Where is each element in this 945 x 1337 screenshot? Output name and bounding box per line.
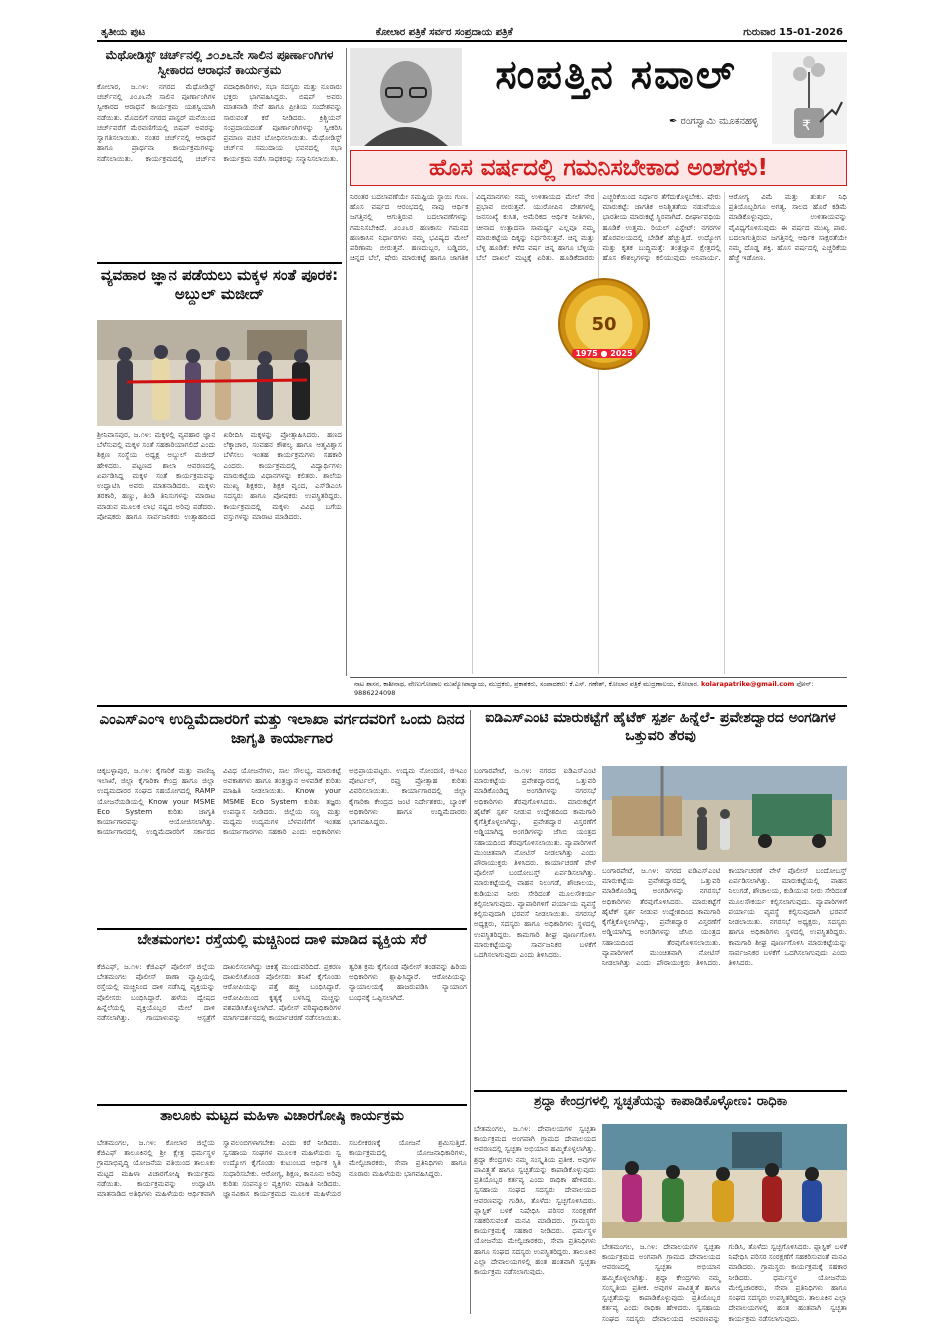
editorial-headline: ಹೊಸ ವರ್ಷದಲ್ಲಿ ಗಮನಿಸಬೇಕಾದ ಅಂಶಗಳು! (350, 150, 847, 186)
svg-text:₹: ₹ (802, 118, 811, 134)
imprint-footer (350, 677, 847, 703)
article-shraddha (474, 1094, 847, 1120)
article-body: ನಿರಂತರ ಬದಲಾವಣೆಯೇ ಸಮಷ್ಟಿಯ ಸ್ಥಾಯಿ ಗುಣ. ಹೊಸ ವರ್ಷದ ಆರಂಭದಲ್ಲಿ ನಾವು ಆರ್ಥಿಕ ಜಗತ್ತಿನಲ್ಲಿ ಆಗುತ್ತಿರುವ ಬದಲಾವಣೆಗಳನ್ನು ಗಮನಿಸಬೇಕಿದೆ. ೨೦೨೬ರ ಹಣಕಾಸು ಗಮನದ ಹಣಕಾಸಿನ ನಿರ್ಧಾರಗಳು ನಮ್ಮ ಭವಿಷ್ಯದ ಮೇಲೆ ಪರಿಣಾಮ ಬೀರುತ್ತವೆ. ಹಣದುಬ್ಬರ, ಬಡ್ಡಿದರ, ಚಿನ್ನದ ಬೆಲೆ, ಷೇರು ಮಾರುಕಟ್ಟೆ ಹಾಗೂ ಜಾಗತಿಕ ವಿದ್ಯಮಾನಗಳು ನಮ್ಮ ಉಳಿತಾಯದ ಮೇಲೆ ನೇರ ಪ್ರಭಾವ ಬೀರುತ್ತವೆ. ಯುರೋಪಿನ ದೇಶಗಳಲ್ಲಿ ಜನಸಂಖ್ಯೆ ಕುಸಿತ, ಅಮೆರಿಕದ ಆರ್ಥಿಕ ನೀತಿಗಳು, ಚೀನಾದ ಉತ್ಪಾದನಾ ಸಾಮರ್ಥ್ಯ ಎಲ್ಲವೂ ನಮ್ಮ ಮಾರುಕಟ್ಟೆಯ ದಿಕ್ಕನ್ನು ನಿರ್ಧರಿಸುತ್ತವೆ. ಚಿನ್ನ ಮತ್ತು ಬೆಳ್ಳಿ ಹೂಡಿಕೆ: ಕಳೆದ ವರ್ಷ ಚಿನ್ನ ಹಾಗೂ ಬೆಳ್ಳಿಯ ಬೆಲೆ ದಾಖಲೆ ಮಟ್ಟಕ್ಕೆ ಏರಿತು. ಹೂಡಿಕೆದಾರರು ಎಚ್ಚರಿಕೆಯಿಂದ ನಿರ್ಧಾರ ತೆಗೆದುಕೊಳ್ಳಬೇಕು. ಷೇರು ಮಾರುಕಟ್ಟೆ: ಜಾಗತಿಕ ಅನಿಶ್ಚಿತತೆಯ ನಡುವೆಯೂ ಭಾರತೀಯ ಮಾರುಕಟ್ಟೆ ಸ್ಥಿರವಾಗಿದೆ. ದೀರ್ಘಾವಧಿಯ ಹೂಡಿಕೆ ಉತ್ತಮ. ರಿಯಲ್ ಎಸ್ಟೇಟ್: ನಗರಗಳ ಹೊರವಲಯದಲ್ಲಿ ಬೇಡಿಕೆ ಹೆಚ್ಚುತ್ತಿದೆ. ಉದ್ಯೋಗ ಮತ್ತು ಕೃತಕ ಬುದ್ಧಿಮತ್ತೆ: ತಂತ್ರಜ್ಞಾನ ಕ್ಷೇತ್ರದಲ್ಲಿ ಹೊಸ ಕೌಶಲ್ಯಗಳನ್ನು ಕಲಿಯುವುದು ಅನಿವಾರ್ಯ. ಆರೋಗ್ಯ ವಿಮೆ ಮತ್ತು ತುರ್ತು ನಿಧಿ ಪ್ರತಿಯೊಬ್ಬರಿಗೂ ಅಗತ್ಯ. ಸಾಲದ ಹೊರೆ ಕಡಿಮೆ ಮಾಡಿಕೊಳ್ಳುವುದು, ಉಳಿತಾಯವನ್ನು ವೈವಿಧ್ಯಗೊಳಿಸುವುದು ಈ ವರ್ಷದ ಮುಖ್ಯ ಪಾಠ. ಬದಲಾಗುತ್ತಿರುವ ಜಗತ್ತಿನಲ್ಲಿ ಆರ್ಥಿಕ ಸಾಕ್ಷರತೆಯೇ ನಮ್ಮ ದೊಡ್ಡ ಶಕ್ತಿ. ಹೊಸ ವರ್ಷದಲ್ಲಿ ಎಚ್ಚರಿಕೆಯ ಹೆಜ್ಜೆ ಇಡೋಣ. (350, 192, 847, 263)
article-body: ಬೇತಮಂಗಲ, ಜ.೧೪: ದೇವಾಲಯಗಳ ಸ್ವಚ್ಛತಾ ಕಾರ್ಯಕ್ರಮದ ಅಂಗವಾಗಿ ಗ್ರಾಮದ ದೇವಾಲಯದ ಆವರಣದಲ್ಲಿ ಸ್ವಚ್ಛತಾ ಅಭಿಯಾನ ಹಮ್ಮಿಕೊಳ್ಳಲಾಗಿತ್ತು. ಶ್ರದ್ಧಾ ಕೇಂದ್ರಗಳು ನಮ್ಮ ಸಂಸ್ಕೃತಿಯ ಪ್ರತೀಕ. ಅವುಗಳ ಪಾವಿತ್ರ್ಯತೆ ಹಾಗೂ ಸ್ವಚ್ಛತೆಯನ್ನು ಕಾಪಾಡಿಕೊಳ್ಳುವುದು ಪ್ರತಿಯೊಬ್ಬರ ಕರ್ತವ್ಯ ಎಂದು ರಾಧಿಕಾ ಹೇಳಿದರು. ಸ್ವಸಹಾಯ ಸಂಘದ ಸದಸ್ಯರು ದೇವಾಲಯದ ಆವರಣವನ್ನು ಗುಡಿಸಿ, ತೊಳೆದು ಸ್ವಚ್ಛಗೊಳಿಸಿದರು. ಪ್ಲಾಸ್ಟಿಕ್ ಬಳಕೆ ನಿಷೇಧಿಸಿ ಪರಿಸರ ಸಂರಕ್ಷಣೆಗೆ ಸಹಕರಿಸುವಂತೆ ಮನವಿ ಮಾಡಿದರು. ಗ್ರಾಮಸ್ಥರು ಕಾರ್ಯಕ್ರಮಕ್ಕೆ ಸಹಕಾರ ನೀಡಿದರು. ಧರ್ಮಸ್ಥಳ ಯೋಜನೆಯ ಮೇಲ್ವಿಚಾರಕರು, ಸೇವಾ ಪ್ರತಿನಿಧಿಗಳು ಹಾಗೂ ಸಂಘದ ಸದಸ್ಯರು ಉಪಸ್ಥಿತರಿದ್ದರು. ತಾಲೂಕಿನ ಎಲ್ಲಾ ದೇವಾಲಯಗಳಲ್ಲಿ ಹಂತ ಹಂತವಾಗಿ ಸ್ವಚ್ಛತಾ ಕಾರ್ಯಕ್ರಮ ನಡೆಸಲಾಗುವುದು. (474, 1124, 596, 1277)
article-body: ಕೋಲಾರ, ಜ.೧೪: ನಗರದ ಮೆಥೋಡಿಸ್ಟ್ ಚರ್ಚ್‌ನಲ್ಲಿ ೨೦೨೬ನೇ ಸಾಲಿನ ಪೂರ್ಣಾಂಗಿಗಳ ಸ್ವೀಕಾರದ ಆರಾಧನೆ ಕಾರ್ಯಕ್ರಮ ಯಶಸ್ವಿಯಾಗಿ ನಡೆಯಿತು. ಮೊದಲಿಗೆ ನಗರದ ಪಾಸ್ಟರ್ ಮನೆಯಿಂದ ಚರ್ಚ್‌ವರೆಗೆ ಮೆರವಣಿಗೆಯಲ್ಲಿ ಬಿಷಪ್ ಅವರನ್ನು ಸ್ವಾಗತಿಸಲಾಯಿತು. ನಂತರ ಚರ್ಚ್‌ನಲ್ಲಿ ಆರಾಧನೆ ಹಾಗೂ ಪ್ರಾರ್ಥನಾ ಕಾರ್ಯಕ್ರಮಗಳನ್ನು ನಡೆಸಲಾಯಿತು. ಕಾರ್ಯಕ್ರಮದಲ್ಲಿ ಚರ್ಚ್‌ನ ಪದಾಧಿಕಾರಿಗಳು, ಸಭಾ ಸದಸ್ಯರು ಮತ್ತು ನೂರಾರು ಭಕ್ತರು ಭಾಗವಹಿಸಿದ್ದರು. ಬಿಷಪ್ ಅವರು ಮಾತನಾಡಿ ಸೇವೆ ಹಾಗೂ ಪ್ರೀತಿಯ ಸಂದೇಶವನ್ನು ಸಾರುವಂತೆ ಕರೆ ನೀಡಿದರು. ಕ್ರಿಶ್ಚಿಯನ್ ಸಂಪ್ರದಾಯದಂತೆ ಪೂರ್ಣಾಂಗಿಗಳನ್ನು ಸ್ವೀಕರಿಸಿ ಪ್ರಮಾಣ ವಚನ ಬೋಧಿಸಲಾಯಿತು. ಮೆಥೋಡಿಸ್ಟ್ ಚರ್ಚ್‌ನ ಸಮುದಾಯ ಭವನದಲ್ಲಿ ಸಭಾ ಕಾರ್ಯಕ್ರಮ ನಡೆಸಿ ಸಾಧಕರನ್ನು ಸನ್ಮಾನಿಸಲಾಯಿತು. (97, 82, 342, 163)
divider (97, 1104, 467, 1106)
article-hightech (474, 710, 847, 762)
pen-icon: ✒ (668, 116, 681, 127)
article-body: ಬಂಗಾರಪೇಟೆ, ಜ.೧೪: ನಗರದ ಐಡಿಎಸ್‌ಎಂಟಿ ಮಾರುಕಟ್ಟೆಯ ಪ್ರವೇಶದ್ವಾರದಲ್ಲಿ ಒತ್ತುವರಿ ಮಾಡಿಕೊಂಡಿದ್ದ ಅಂಗಡಿಗಳನ್ನು ನಗರಸಭೆ ಅಧಿಕಾರಿಗಳು ತೆರವುಗೊಳಿಸಿದರು. ಮಾರುಕಟ್ಟೆಗೆ ಹೈಟೆಕ್ ಸ್ಪರ್ಶ ನೀಡುವ ಉದ್ದೇಶದಿಂದ ಕಾಮಗಾರಿ ಕೈಗೆತ್ತಿಕೊಳ್ಳಲಾಗಿದ್ದು, ಪ್ರವೇಶದ್ವಾರ ವಿಸ್ತರಣೆಗೆ ಅಡ್ಡಿಯಾಗಿದ್ದ ಅಂಗಡಿಗಳನ್ನು ಜೆಸಿಬಿ ಯಂತ್ರದ ಸಹಾಯದಿಂದ ತೆರವುಗೊಳಿಸಲಾಯಿತು. ವ್ಯಾಪಾರಿಗಳಿಗೆ ಮುಂಚಿತವಾಗಿ ನೋಟಿಸ್ ನೀಡಲಾಗಿತ್ತು ಎಂದು ಪೌರಾಯುಕ್ತರು ತಿಳಿಸಿದರು. ಕಾರ್ಯಾಚರಣೆ ವೇಳೆ ಪೊಲೀಸ್ ಬಂದೋಬಸ್ತ್ ಏರ್ಪಡಿಸಲಾಗಿತ್ತು. ಮಾರುಕಟ್ಟೆಯಲ್ಲಿ ವಾಹನ ನಿಲುಗಡೆ, ಶೌಚಾಲಯ, ಕುಡಿಯುವ ನೀರು ಸೇರಿದಂತೆ ಮೂಲಸೌಕರ್ಯ ಕಲ್ಪಿಸಲಾಗುವುದು. ವ್ಯಾಪಾರಿಗಳಿಗೆ ಪರ್ಯಾಯ ವ್ಯವಸ್ಥೆ ಕಲ್ಪಿಸುವುದಾಗಿ ಭರವಸೆ ನೀಡಲಾಯಿತು. ನಗರಸಭೆ ಅಧ್ಯಕ್ಷರು, ಸದಸ್ಯರು ಹಾಗೂ ಅಧಿಕಾರಿಗಳು ಸ್ಥಳದಲ್ಲಿ ಉಪಸ್ಥಿತರಿದ್ದರು. ಕಾಮಗಾರಿ ಶೀಘ್ರ ಪೂರ್ಣಗೊಳಿಸಿ ಮಾರುಕಟ್ಟೆಯನ್ನು ಸಾರ್ವಜನಿಕರ ಬಳಕೆಗೆ ಒದಗಿಸಲಾಗುವುದು ಎಂದು ತಿಳಿಸಿದರು. (474, 766, 596, 959)
article-bethamangala-body (97, 962, 467, 1100)
article-body: ಚಿಕ್ಕಬಳ್ಳಾಪುರ, ಜ.೧೪: ಕೈಗಾರಿಕೆ ಮತ್ತು ವಾಣಿಜ್ಯ ಇಲಾಖೆ, ಜಿಲ್ಲಾ ಕೈಗಾರಿಕಾ ಕೇಂದ್ರ ಹಾಗೂ ಜಿಲ್ಲಾ ಉದ್ಯಮದಾರರ ಸಂಘದ ಸಹಯೋಗದಲ್ಲಿ RAMP ಯೋಜನೆಯಡಿಯಲ್ಲಿ Know your MSME Eco System ಕುರಿತು ಜಾಗೃತಿ ಕಾರ್ಯಾಗಾರವನ್ನು ಆಯೋಜಿಸಲಾಗಿತ್ತು. ಕಾರ್ಯಾಗಾರದಲ್ಲಿ ಉದ್ದಿಮೆದಾರರಿಗೆ ಸರ್ಕಾರದ ವಿವಿಧ ಯೋಜನೆಗಳು, ಸಾಲ ಸೌಲಭ್ಯ, ಮಾರುಕಟ್ಟೆ ಅವಕಾಶಗಳು ಹಾಗೂ ತಂತ್ರಜ್ಞಾನ ಅಳವಡಿಕೆ ಕುರಿತು ಮಾಹಿತಿ ನೀಡಲಾಯಿತು. Know your MSME Eco System ಕುರಿತು ತಜ್ಞರು ಉಪನ್ಯಾಸ ನೀಡಿದರು. ಜಿಲ್ಲೆಯ ಸಣ್ಣ ಮತ್ತು ಮಧ್ಯಮ ಉದ್ಯಮಗಳ ಬೆಳವಣಿಗೆಗೆ ಇಂತಹ ಕಾರ್ಯಾಗಾರಗಳು ಸಹಕಾರಿ ಎಂದು ಅಧಿಕಾರಿಗಳು ಅಭಿಪ್ರಾಯಪಟ್ಟರು. ಉದ್ಯಮ ನೋಂದಣಿ, ಜಿಇಎಂ ಪೋರ್ಟಲ್, ರಫ್ತು ಪ್ರೋತ್ಸಾಹ ಕುರಿತು ವಿವರಿಸಲಾಯಿತು. ಕಾರ್ಯಾಗಾರದಲ್ಲಿ ಜಿಲ್ಲಾ ಕೈಗಾರಿಕಾ ಕೇಂದ್ರದ ಜಂಟಿ ನಿರ್ದೇಶಕರು, ಬ್ಯಾಂಕ್ ಅಧಿಕಾರಿಗಳು ಹಾಗೂ ಉದ್ದಿಮೆದಾರರು ಭಾಗವಹಿಸಿದ್ದರು. (97, 766, 467, 837)
column-banner (466, 52, 766, 146)
column-title: ಸಂಪತ್ತಿನ ಸವಾಲ್ (495, 52, 737, 98)
issue-date: ಗುರುವಾರ 15-01-2026 (743, 26, 843, 38)
column-author (466, 116, 766, 127)
author-name: ರಂಗಸ್ವಾಮಿ ಮೂಕನಹಳ್ಳಿ (680, 116, 758, 127)
anniversary-years: 1975 ● 2025 (572, 349, 635, 358)
photo-santhe-ribbon-cutting (97, 320, 342, 426)
article-mahila (97, 1108, 467, 1134)
article-body: ಕೆಜಿಎಫ್, ಜ.೧೪: ಕೆಜಿಎಫ್ ಪೊಲೀಸ್ ಜಿಲ್ಲೆಯ ಬೇತಮಂಗಲ ಪೊಲೀಸ್ ಠಾಣಾ ವ್ಯಾಪ್ತಿಯಲ್ಲಿ ರಸ್ತೆಯಲ್ಲಿ ಮಚ್ಚಿನಿಂದ ದಾಳಿ ನಡೆಸಿದ್ದ ವ್ಯಕ್ತಿಯನ್ನು ಪೊಲೀಸರು ಬಂಧಿಸಿದ್ದಾರೆ. ಹಳೆಯ ದ್ವೇಷದ ಹಿನ್ನೆಲೆಯಲ್ಲಿ ವ್ಯಕ್ತಿಯೊಬ್ಬರ ಮೇಲೆ ದಾಳಿ ನಡೆಸಲಾಗಿತ್ತು. ಗಾಯಾಳುವನ್ನು ಆಸ್ಪತ್ರೆಗೆ ದಾಖಲಿಸಲಾಗಿದ್ದು ಚಿಕಿತ್ಸೆ ಮುಂದುವರಿದಿದೆ. ಪ್ರಕರಣ ದಾಖಲಿಸಿಕೊಂಡ ಪೊಲೀಸರು ತನಿಖೆ ಕೈಗೊಂಡು ಆರೋಪಿಯನ್ನು ಪತ್ತೆ ಹಚ್ಚಿ ಬಂಧಿಸಿದ್ದಾರೆ. ಆರೋಪಿಯಿಂದ ಕೃತ್ಯಕ್ಕೆ ಬಳಸಿದ್ದ ಮಚ್ಚನ್ನು ವಶಪಡಿಸಿಕೊಳ್ಳಲಾಗಿದೆ. ಪೊಲೀಸ್ ವರಿಷ್ಠಾಧಿಕಾರಿಗಳ ಮಾರ್ಗದರ್ಶನದಲ್ಲಿ ಕಾರ್ಯಾಚರಣೆ ನಡೆಸಲಾಯಿತು. ತ್ವರಿತ ಕ್ರಮ ಕೈಗೊಂಡ ಪೊಲೀಸ್ ತಂಡವನ್ನು ಹಿರಿಯ ಅಧಿಕಾರಿಗಳು ಶ್ಲಾಘಿಸಿದ್ದಾರೆ. ಆರೋಪಿಯನ್ನು ನ್ಯಾಯಾಲಯಕ್ಕೆ ಹಾಜರುಪಡಿಸಿ ನ್ಯಾಯಾಂಗ ಬಂಧನಕ್ಕೆ ಒಪ್ಪಿಸಲಾಗಿದೆ. (97, 962, 467, 1023)
article-msme (97, 710, 467, 762)
page-label: ತೃತೀಯ ಪುಟ (101, 26, 146, 38)
headline: ತಾಲೂಕು ಮಟ್ಟದ ಮಹಿಳಾ ವಿಚಾರಗೋಷ್ಠಿ ಕಾರ್ಯಕ್ರಮ (160, 1108, 404, 1124)
headline: ಎಂಎಸ್‌ಎಂಇ ಉದ್ದಿಮೆದಾರರಿಗೆ ಮತ್ತು ಇಲಾಖಾ ವರ್ಗದವರಿಗೆ ಒಂದು ದಿನದ ಜಾಗೃತಿ ಕಾರ್ಯಾಗಾರ (99, 710, 465, 747)
section-divider (97, 705, 847, 707)
article-mahila-body (97, 1138, 467, 1314)
imprint-text: ನಾಟ ಶಾಸನ, ಕಾಶೀನಾಥ, ವೇಣುಗೋಪಾಲ ಮುಖ್ಯೋಪಾಧ್ಯಾಯ, ಮುದ್ರಕರು, ಪ್ರಕಾಶಕರು, ಸಂಪಾದಕರು: ಕೆ.ಎಸ್. ಗಣೇಶ್, ಕೋಲಾರ ಪತ್ರಿಕೆ ಮುದ್ರಣಾಲಯ, ಕೋಲಾರ. (354, 680, 699, 688)
headline: ಐಡಿಎಸ್‌ಎಂಟಿ ಮಾರುಕಟ್ಟೆಗೆ ಹೈಟೆಕ್ ಸ್ಪರ್ಶ ಹಿನ್ನೆಲೆ- ಪ್ರವೇಶದ್ವಾರದ ಅಂಗಡಿಗಳ ಒತ್ತುವರಿ ತೆರವು (485, 710, 836, 744)
article-hightech-body-b (602, 866, 847, 1024)
divider (474, 1090, 847, 1092)
article-body: ಶ್ರೀನಿವಾಸಪುರ, ಜ.೧೪: ಮಕ್ಕಳಲ್ಲಿ ವ್ಯವಹಾರ ಜ್ಞಾನ ಬೆಳೆಸುವಲ್ಲಿ ಮಕ್ಕಳ ಸಂತೆ ಸಹಕಾರಿಯಾಗಲಿದೆ ಎಂದು ಶಿಕ್ಷಣ ಸಂಸ್ಥೆಯ ಅಧ್ಯಕ್ಷ ಅಬ್ದುಲ್ ಮಜೀದ್ ಹೇಳಿದರು. ಪಟ್ಟಣದ ಶಾಲಾ ಆವರಣದಲ್ಲಿ ಏರ್ಪಡಿಸಿದ್ದ ಮಕ್ಕಳ ಸಂತೆ ಕಾರ್ಯಕ್ರಮವನ್ನು ಉದ್ಘಾಟಿಸಿ ಅವರು ಮಾತನಾಡಿದರು. ಮಕ್ಕಳು ತರಕಾರಿ, ಹಣ್ಣು, ತಿಂಡಿ ತಿನಿಸುಗಳನ್ನು ಮಾರಾಟ ಮಾಡುವ ಮೂಲಕ ಲಾಭ ನಷ್ಟದ ಅರಿವು ಪಡೆದರು. ಪೋಷಕರು ಹಾಗೂ ಸಾರ್ವಜನಿಕರು ಉತ್ಸಾಹದಿಂದ ಖರೀದಿಸಿ ಮಕ್ಕಳನ್ನು ಪ್ರೋತ್ಸಾಹಿಸಿದರು. ಹಣದ ಲೆಕ್ಕಾಚಾರ, ಸಂವಹನ ಕೌಶಲ್ಯ ಹಾಗೂ ಆತ್ಮವಿಶ್ವಾಸ ಬೆಳೆಸಲು ಇಂತಹ ಕಾರ್ಯಕ್ರಮಗಳು ಸಹಕಾರಿ ಎಂದರು. ಕಾರ್ಯಕ್ರಮದಲ್ಲಿ ವಿದ್ಯಾರ್ಥಿಗಳು ಮಾರುಕಟ್ಟೆಯ ವಿಧಾನಗಳನ್ನು ಕಲಿತರು. ಶಾಲೆಯ ಮುಖ್ಯ ಶಿಕ್ಷಕರು, ಶಿಕ್ಷಕ ವೃಂದ, ಎಸ್‌ಡಿಎಂಸಿ ಸದಸ್ಯರು ಹಾಗೂ ಪೋಷಕರು ಉಪಸ್ಥಿತರಿದ್ದರು. ಕಾರ್ಯಕ್ರಮದಲ್ಲಿ ಮಕ್ಕಳು ವಿವಿಧ ಬಗೆಯ ವಸ್ತುಗಳನ್ನು ಮಾರಾಟ ಮಾಡಿದರು. (97, 430, 342, 521)
article-body: ಬಂಗಾರಪೇಟೆ, ಜ.೧೪: ನಗರದ ಐಡಿಎಸ್‌ಎಂಟಿ ಮಾರುಕಟ್ಟೆಯ ಪ್ರವೇಶದ್ವಾರದಲ್ಲಿ ಒತ್ತುವರಿ ಮಾಡಿಕೊಂಡಿದ್ದ ಅಂಗಡಿಗಳನ್ನು ನಗರಸಭೆ ಅಧಿಕಾರಿಗಳು ತೆರವುಗೊಳಿಸಿದರು. ಮಾರುಕಟ್ಟೆಗೆ ಹೈಟೆಕ್ ಸ್ಪರ್ಶ ನೀಡುವ ಉದ್ದೇಶದಿಂದ ಕಾಮಗಾರಿ ಕೈಗೆತ್ತಿಕೊಳ್ಳಲಾಗಿದ್ದು, ಪ್ರವೇಶದ್ವಾರ ವಿಸ್ತರಣೆಗೆ ಅಡ್ಡಿಯಾಗಿದ್ದ ಅಂಗಡಿಗಳನ್ನು ಜೆಸಿಬಿ ಯಂತ್ರದ ಸಹಾಯದಿಂದ ತೆರವುಗೊಳಿಸಲಾಯಿತು. ವ್ಯಾಪಾರಿಗಳಿಗೆ ಮುಂಚಿತವಾಗಿ ನೋಟಿಸ್ ನೀಡಲಾಗಿತ್ತು ಎಂದು ಪೌರಾಯುಕ್ತರು ತಿಳಿಸಿದರು. ಕಾರ್ಯಾಚರಣೆ ವೇಳೆ ಪೊಲೀಸ್ ಬಂದೋಬಸ್ತ್ ಏರ್ಪಡಿಸಲಾಗಿತ್ತು. ಮಾರುಕಟ್ಟೆಯಲ್ಲಿ ವಾಹನ ನಿಲುಗಡೆ, ಶೌಚಾಲಯ, ಕುಡಿಯುವ ನೀರು ಸೇರಿದಂತೆ ಮೂಲಸೌಕರ್ಯ ಕಲ್ಪಿಸಲಾಗುವುದು. ವ್ಯಾಪಾರಿಗಳಿಗೆ ಪರ್ಯಾಯ ವ್ಯವಸ್ಥೆ ಕಲ್ಪಿಸುವುದಾಗಿ ಭರವಸೆ ನೀಡಲಾಯಿತು. ನಗರಸಭೆ ಅಧ್ಯಕ್ಷರು, ಸದಸ್ಯರು ಹಾಗೂ ಅಧಿಕಾರಿಗಳು ಸ್ಥಳದಲ್ಲಿ ಉಪಸ್ಥಿತರಿದ್ದರು. ಕಾಮಗಾರಿ ಶೀಘ್ರ ಪೂರ್ಣಗೊಳಿಸಿ ಮಾರುಕಟ್ಟೆಯನ್ನು ಸಾರ್ವಜನಿಕರ ಬಳಕೆಗೆ ಒದಗಿಸಲಾಗುವುದು ಎಂದು ತಿಳಿಸಿದರು. (602, 866, 848, 967)
author-portrait (350, 48, 462, 146)
headline: ಬೇತಮಂಗಲ: ರಸ್ತೆಯಲ್ಲಿ ಮಚ್ಚಿನಿಂದ ದಾಳಿ ಮಾಡಿದ ವ್ಯಕ್ತಿಯ ಸೆರೆ (137, 932, 427, 948)
divider (97, 262, 342, 264)
imprint-email: kolarapatrike@gmail.com (701, 680, 795, 688)
headline: ಶ್ರದ್ಧಾ ಕೇಂದ್ರಗಳಲ್ಲಿ ಸ್ವಚ್ಛತೆಯನ್ನು ಕಾಪಾಡಿಕೊಳ್ಳೋಣ: ರಾಧಿಕಾ (533, 1094, 788, 1109)
article-body: ಬೇತಮಂಗಲ, ಜ.೧೪: ದೇವಾಲಯಗಳ ಸ್ವಚ್ಛತಾ ಕಾರ್ಯಕ್ರಮದ ಅಂಗವಾಗಿ ಗ್ರಾಮದ ದೇವಾಲಯದ ಆವರಣದಲ್ಲಿ ಸ್ವಚ್ಛತಾ ಅಭಿಯಾನ ಹಮ್ಮಿಕೊಳ್ಳಲಾಗಿತ್ತು. ಶ್ರದ್ಧಾ ಕೇಂದ್ರಗಳು ನಮ್ಮ ಸಂಸ್ಕೃತಿಯ ಪ್ರತೀಕ. ಅವುಗಳ ಪಾವಿತ್ರ್ಯತೆ ಹಾಗೂ ಸ್ವಚ್ಛತೆಯನ್ನು ಕಾಪಾಡಿಕೊಳ್ಳುವುದು ಪ್ರತಿಯೊಬ್ಬರ ಕರ್ತವ್ಯ ಎಂದು ರಾಧಿಕಾ ಹೇಳಿದರು. ಸ್ವಸಹಾಯ ಸಂಘದ ಸದಸ್ಯರು ದೇವಾಲಯದ ಆವರಣವನ್ನು ಗುಡಿಸಿ, ತೊಳೆದು ಸ್ವಚ್ಛಗೊಳಿಸಿದರು. ಪ್ಲಾಸ್ಟಿಕ್ ಬಳಕೆ ನಿಷೇಧಿಸಿ ಪರಿಸರ ಸಂರಕ್ಷಣೆಗೆ ಸಹಕರಿಸುವಂತೆ ಮನವಿ ಮಾಡಿದರು. ಗ್ರಾಮಸ್ಥರು ಕಾರ್ಯಕ್ರಮಕ್ಕೆ ಸಹಕಾರ ನೀಡಿದರು. ಧರ್ಮಸ್ಥಳ ಯೋಜನೆಯ ಮೇಲ್ವಿಚಾರಕರು, ಸೇವಾ ಪ್ರತಿನಿಧಿಗಳು ಹಾಗೂ ಸಂಘದ ಸದಸ್ಯರು ಉಪಸ್ಥಿತರಿದ್ದರು. ತಾಲೂಕಿನ ಎಲ್ಲಾ ದೇವಾಲಯಗಳಲ್ಲಿ ಹಂತ ಹಂತವಾಗಿ ಸ್ವಚ್ಛತಾ ಕಾರ್ಯಕ್ರಮ ನಡೆಸಲಾಗುವುದು. (602, 1242, 847, 1323)
header-strip (97, 24, 847, 42)
article-santhe-body (97, 430, 342, 675)
column-rule (346, 48, 347, 676)
headline: ವ್ಯವಹಾರ ಜ್ಞಾನ ಪಡೆಯಲು ಮಕ್ಕಳ ಸಂತೆ ಪೂರಕ: ಅಬ್ದುಲ್ ಮಜೀದ್ (100, 266, 339, 303)
anniversary-number: 50 (591, 313, 617, 335)
article-santhe (97, 266, 342, 316)
photo-temple-cleaning (602, 1124, 847, 1238)
article-body: ಬೇತಮಂಗಲ, ಜ.೧೪: ಕೋಲಾರ ಜಿಲ್ಲೆಯ ಕೆಜಿಎಫ್ ತಾಲೂಕಿನಲ್ಲಿ ಶ್ರೀ ಕ್ಷೇತ್ರ ಧರ್ಮಸ್ಥಳ ಗ್ರಾಮಾಭಿವೃದ್ಧಿ ಯೋಜನೆಯ ವತಿಯಿಂದ ತಾಲೂಕು ಮಟ್ಟದ ಮಹಿಳಾ ವಿಚಾರಗೋಷ್ಠಿ ಕಾರ್ಯಕ್ರಮ ನಡೆಯಿತು. ಕಾರ್ಯಕ್ರಮವನ್ನು ಉದ್ಘಾಟಿಸಿ ಮಾತನಾಡಿದ ಅತಿಥಿಗಳು ಮಹಿಳೆಯರು ಆರ್ಥಿಕವಾಗಿ ಸ್ವಾವಲಂಬಿಗಳಾಗಬೇಕು ಎಂದು ಕರೆ ನೀಡಿದರು. ಸ್ವಸಹಾಯ ಸಂಘಗಳ ಮೂಲಕ ಮಹಿಳೆಯರು ಸ್ವ ಉದ್ಯೋಗ ಕೈಗೊಂಡು ಕುಟುಂಬದ ಆರ್ಥಿಕ ಸ್ಥಿತಿ ಸುಧಾರಿಸಬೇಕು. ಆರೋಗ್ಯ, ಶಿಕ್ಷಣ, ಕಾನೂನು ಅರಿವು ಕುರಿತು ಸಂಪನ್ಮೂಲ ವ್ಯಕ್ತಿಗಳು ಮಾಹಿತಿ ನೀಡಿದರು. ಜ್ಞಾನವಿಕಾಸ ಕಾರ್ಯಕ್ರಮದ ಮೂಲಕ ಮಹಿಳೆಯರ ಸಬಲೀಕರಣಕ್ಕೆ ಯೋಜನೆ ಶ್ರಮಿಸುತ್ತಿದೆ. ಕಾರ್ಯಕ್ರಮದಲ್ಲಿ ಯೋಜನಾಧಿಕಾರಿಗಳು, ಮೇಲ್ವಿಚಾರಕರು, ಸೇವಾ ಪ್ರತಿನಿಧಿಗಳು ಹಾಗೂ ನೂರಾರು ಮಹಿಳೆಯರು ಭಾಗವಹಿಸಿದ್ದರು. (97, 1138, 467, 1199)
photo-market-clearance (602, 766, 847, 862)
paper-name: ಕೋಲಾರ ಪತ್ರಿಕೆ ಸರ್ವರ ಸಂಪ್ರದಾಯ ಪತ್ರಿಕೆ (375, 26, 513, 38)
article-msme-body (97, 766, 467, 926)
article-editorial (350, 192, 847, 674)
imprint-phone: ಫೋನ್: 9886224098 (354, 680, 814, 697)
article-shraddha-body-a (474, 1124, 596, 1314)
article-bethamangala (97, 932, 467, 958)
article-methodist (97, 48, 342, 258)
article-shraddha-body-b (602, 1242, 847, 1323)
article-hightech-body-a (474, 766, 596, 1086)
headline: ಮೆಥೋಡಿಸ್ಟ್ ಚರ್ಚ್‌ನಲ್ಲಿ ೨೦೨೬ನೇ ಸಾಲಿನ ಪೂರ್ಣಾಂಗಿಗಳ ಸ್ವೀಕಾರದ ಆರಾಧನೆ ಕಾರ್ಯಕ್ರಮ (105, 48, 334, 77)
money-plant-icon (772, 52, 847, 144)
divider (97, 928, 467, 930)
anniversary-logo (558, 278, 650, 370)
column-rule (470, 710, 471, 1314)
